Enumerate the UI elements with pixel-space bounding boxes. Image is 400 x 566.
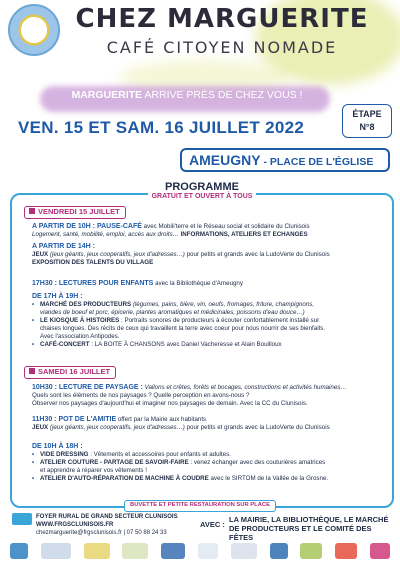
pause-cafe-topics: Logement, santé, mobilité, emploi, accès aux droits… <box>32 231 179 238</box>
footer-avec: AVEC : <box>200 520 225 529</box>
org-website[interactable]: WWW.FRGSCLUNISOIS.FR <box>36 522 114 528</box>
marche-products-cont: viandes de boeuf et porc, épicerie, plantes aromatiques et médicinales, poissons d'eau douce…) <box>40 309 305 316</box>
programme-title: PROGRAMME <box>165 181 239 193</box>
kiosque-detail-2: chaises longues. Des récits de ceux qui travaillent la terre avec coeur pour nous nourrir de ses bienfaits. <box>40 325 326 332</box>
sponsor-logo <box>84 543 110 559</box>
kiosque-detail: : Portraits sonores de producteurs à écouter confortablement installé sur <box>119 317 320 324</box>
sponsor-logo <box>10 543 28 559</box>
etape-label: ÉTAPE <box>352 109 382 119</box>
cafe-concert-item <box>32 341 387 349</box>
paysage-intro: Vallons et crêtes, forêts et bocages, constructions et activités humaines… <box>142 384 347 391</box>
sponsor-logo <box>300 543 322 559</box>
arrival-banner <box>52 89 322 101</box>
pot-heading: 11H30 : POT DE L'AMITIE <box>32 416 117 423</box>
couture-detail-2: et apprendre à réparer vos vêtements ! <box>40 467 147 474</box>
place-town: AMEUGNY <box>189 152 261 168</box>
vide-dressing-label: VIDE DRESSING <box>40 451 89 458</box>
sponsor-logo <box>122 543 148 559</box>
day-square-icon <box>29 368 35 374</box>
day-label-friday <box>24 206 126 219</box>
pause-cafe-info: INFORMATIONS, ATELIERS ET ECHANGES <box>178 231 308 238</box>
pause-cafe-heading: A PARTIR DE 10H : PAUSE-CAFÉ <box>32 223 142 230</box>
friday-block-evening <box>32 292 387 349</box>
paysage-line-3: Observer nos paysages d'aujourd'hui et imaginer nos paysages de demain. Avec la CC du Clunisois. <box>32 400 308 407</box>
buvette-note: BUVETTE ET PETITE RESTAURATION SUR PLACE <box>124 500 276 512</box>
pot-detail: offert par la Mairie aux habitants <box>116 416 207 423</box>
org-name: FOYER RURAL DE GRAND SECTEUR CLUNISOIS <box>36 514 178 520</box>
day-label-saturday <box>24 366 116 379</box>
vide-dressing-item <box>32 451 387 459</box>
paysage-heading: 10H30 : LECTURE DE PAYSAGE : <box>32 384 143 391</box>
saturday-day-text: SAMEDI 16 JUILLET <box>38 367 111 376</box>
footer-organisation <box>36 513 186 537</box>
reparation-label: ATELIER D'AUTO-RÉPARATION DE MACHINE À COUDRE <box>40 475 209 482</box>
poster-title: CHEZ MARGUERITE <box>75 4 369 34</box>
evening-time: DE 17H À 19H : <box>32 293 83 300</box>
saturday-block-pot <box>32 415 387 432</box>
vide-dressing-detail: : Vêtements et accessoires pour enfants et adultes. <box>88 451 231 458</box>
kiosque-item <box>32 317 387 325</box>
marche-products: (légumes, pains, bière, vin, oeufs, fromages, friture, champignons, <box>131 301 315 308</box>
sat-jeux-detail: pour petits et grands avec la LudoVerte du Clunisois <box>184 424 330 431</box>
sat-jeux-types: (jeux géants, jeux cooperatifs, jeux d'adresses…) <box>48 424 185 431</box>
day-square-icon <box>29 208 35 214</box>
poster-subtitle: CAFÉ CITOYEN NOMADE <box>106 38 338 57</box>
friday-block-afternoon <box>32 242 387 267</box>
foyer-rural-logo <box>12 513 32 525</box>
etape-badge <box>342 104 392 138</box>
reparation-detail: avec le SIRTOM de la Vallée de la Grosne. <box>208 475 329 482</box>
banner-rest: ARRIVE PRÈS DE CHEZ VOUS ! <box>144 89 303 101</box>
sponsor-logo <box>270 543 288 559</box>
jeux-types: (jeux géants, jeux cooperatifs, jeux d'adresses…) <box>48 251 185 258</box>
kiosque-label: LE KIOSQUE À HISTOIRES <box>40 317 120 324</box>
chez-marguerite-logo <box>8 4 60 56</box>
friday-block-lectures <box>32 279 387 288</box>
cafe-concert-label: CAFÉ-CONCERT <box>40 341 90 348</box>
sponsor-logo <box>198 543 218 559</box>
jeux-label: JEUX <box>32 251 49 258</box>
etape-number: N°8 <box>359 122 375 132</box>
marche-item <box>32 301 387 309</box>
pause-cafe-detail: avec Mobili'terre et le Réseau social et solidaire du Clunisois <box>141 223 310 230</box>
sponsor-logo <box>335 543 357 559</box>
event-place <box>180 148 390 172</box>
sponsor-logo <box>231 543 257 559</box>
sat-jeux-label: JEUX <box>32 424 49 431</box>
sponsor-logo <box>370 543 390 559</box>
couture-detail: : venez échanger avec des couturières amatrices <box>188 459 326 466</box>
couture-label: ATELIER COUTURE - PARTAGE DE SAVOIR-FAIRE <box>40 459 189 466</box>
kiosque-detail-3: Avec l'association Antipodes. <box>40 333 120 340</box>
marche-label: MARCHÉ DES PRODUCTEURS <box>40 301 132 308</box>
footer-partners: LA MAIRIE, LA BIBLIOTHÈQUE, LE MARCHÉ DE PRODUCTEURS ET LE COMITÉ DES FÊTES <box>229 515 389 542</box>
saturday-block-ateliers <box>32 442 387 483</box>
programme-header <box>148 181 256 200</box>
programme-subtitle: GRATUIT ET OUVERT À TOUS <box>151 193 253 200</box>
cafe-concert-detail: : LA BOITE À CHANSONS avec Daniel Vacheresse et Alain Bouilloux <box>89 341 282 348</box>
jeux-detail: pour petits et grands avec la LudoVerte du Clunisois <box>184 251 330 258</box>
ateliers-time: DE 10H À 18H : <box>32 443 83 450</box>
place-location: - PLACE DE L'ÉGLISE <box>260 156 374 168</box>
couture-item <box>32 459 387 467</box>
event-date: VEN. 15 ET SAM. 16 JUILLET 2022 <box>18 118 305 137</box>
banner-bold: MARGUERITE <box>71 89 143 101</box>
reparation-item <box>32 475 387 483</box>
sponsor-logos-strip <box>10 540 390 562</box>
friday-block-pause-cafe <box>32 222 387 239</box>
exposition-talents: EXPOSITION DES TALENTS DU VILLAGE <box>32 259 154 266</box>
org-contact[interactable]: chezmarguerite@frgsclunisois.fr | 07 50 88 24 33 <box>36 530 167 536</box>
sponsor-logo <box>41 543 71 559</box>
friday-day-text: VENDREDI 15 JUILLET <box>38 207 120 216</box>
paysage-line-2: Quels sont les éléments de nos paysages ? Quelle perception en avons-nous ? <box>32 392 250 399</box>
lectures-heading: 17H30 : LECTURES POUR ENFANTS <box>32 280 154 287</box>
afternoon-time: A PARTIR DE 14H : <box>32 243 96 250</box>
lectures-detail: avec la Bibliothèque d'Ameugny <box>153 280 243 287</box>
sponsor-logo <box>161 543 185 559</box>
saturday-block-paysage <box>32 383 387 408</box>
